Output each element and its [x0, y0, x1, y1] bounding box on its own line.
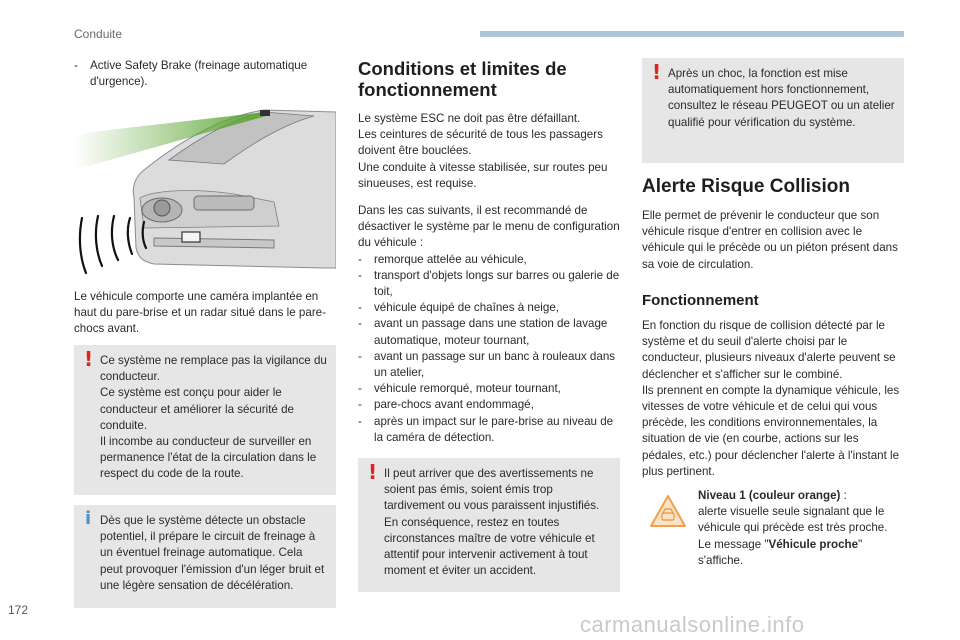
case-item: - véhicule remorqué, moteur tournant, [358, 382, 561, 396]
subsection-heading: Fonctionnement [642, 291, 759, 309]
warning-line: Ce système est conçu pour aider le conducteur et améliorer la sécurité de conduite. [100, 386, 294, 432]
section-heading: Conditions et limites de fonctionnement [358, 58, 567, 100]
section-title: Conduite [74, 27, 123, 41]
column-3 [642, 176, 904, 480]
case-item: - avant un passage sur un banc à rouleaux dans un atelier, [358, 349, 616, 380]
info-box-braking [74, 505, 336, 608]
collision-alert-triangle-icon [648, 493, 688, 529]
level-1-last: s'affiche. [698, 553, 744, 567]
van-camera-radar-illustration [74, 98, 336, 280]
case-item: - remorque attelée au véhicule, [358, 252, 527, 266]
case-text: transport d'objets longs sur barres ou galerie de toit, [374, 268, 620, 299]
bullet-item [74, 58, 336, 90]
bullet-dash: - [74, 59, 78, 72]
warning-box-shock [642, 58, 904, 163]
info-icon: i [85, 508, 92, 529]
case-item: - véhicule équipé de chaînes à neige, [358, 301, 559, 315]
caption-text: Le véhicule comporte une caméra implantée en haut du pare-brise et un radar situé dans le pare-chocs avant. [74, 290, 326, 336]
column-1-caption [74, 289, 336, 338]
warning-text: Il peut arriver que des avertissements ne soient pas émis, soient émis trop tardivement ou vous paraissent injustifiés. En conséquence, restez en toutes circonstances maître de votre véhicule et attentif pour intervenir activement à tout moment et éviter un accident. [384, 467, 600, 578]
column-1-bullet [74, 58, 336, 90]
intro-line: Une conduite à vitesse stabilisée, sur routes peu sinueuses, est requise. [358, 160, 608, 190]
body-paragraph: Ils prennent en compte la dynamique véhicule, les vitesses de votre véhicule et de celui qui vous précède, les conditions environnementales, la situation de vie (en courbe, actions sur les pédales, etc.) pour déclencher l'alerte à l'instant le plus pertinent. [642, 383, 900, 478]
warning-exclamation-icon: ! [84, 347, 94, 371]
section-heading: Alerte Risque Collision [642, 176, 850, 197]
message-prefix: Le message " [698, 537, 769, 551]
watermark: carmanualsonline.info [580, 612, 805, 637]
warning-exclamation-icon: ! [368, 460, 378, 484]
level-1-description [698, 488, 904, 569]
case-text: véhicule équipé de chaînes à neige, [374, 301, 559, 315]
intro-text: Elle permet de prévenir le conducteur que son véhicule risque d'entrer en collision avec le véhicule qui le précède ou un piéton présent dans sa voie de circulation. [642, 209, 898, 271]
intro-line: Le système ESC ne doit pas être défaillant. [358, 112, 581, 125]
case-text: véhicule remorqué, moteur tournant, [374, 382, 561, 396]
level-1-colon: : [840, 489, 847, 502]
bullet-text: Active Safety Brake (freinage automatique d'urgence). [90, 59, 308, 89]
cases-intro: Dans les cas suivants, il est recommandé de désactiver le système par le menu de configuration du véhicule : [358, 204, 620, 250]
case-item: - après un impact sur le pare-brise au niveau de la caméra de détection. [358, 414, 614, 444]
info-text: Dès que le système détecte un obstacle potentiel, il prépare le circuit de freinage à un éventuel freinage automatique. Cela peut provoquer l'émission d'un léger bruit et une légère sensation de décélération. [100, 514, 325, 592]
case-item: - transport d'objets longs sur barres ou galerie de toit, [358, 268, 620, 299]
warning-box-vigilance [74, 345, 336, 495]
case-item: - avant un passage dans une station de lavage automatique, moteur tournant, [358, 317, 608, 347]
case-text: pare-chocs avant endommagé, [374, 398, 534, 412]
case-text: avant un passage dans une station de lavage automatique, moteur tournant, [374, 317, 608, 347]
warning-exclamation-icon: ! [652, 60, 662, 84]
page-number: 172 [8, 603, 29, 617]
case-text: remorque attelée au véhicule, [374, 252, 527, 266]
message-name: Véhicule proche [768, 537, 859, 551]
case-text: avant un passage sur un banc à rouleaux dans un atelier, [374, 349, 616, 380]
column-2 [358, 58, 620, 446]
case-text: après un impact sur le pare-brise au niveau de la caméra de détection. [374, 414, 614, 444]
body-paragraph: En fonction du risque de collision détecté par le système et du seuil d'alerte choisi par le conducteur, plusieurs niveaux d'alerte peuvent se déclencher et s'afficher sur le combiné. [642, 319, 896, 381]
warning-box-alerts [358, 458, 620, 592]
level-1-desc: alerte visuelle seule signalant que le véhicule qui précède est très proche. [698, 505, 888, 535]
warning-line: Ce système ne remplace pas la vigilance du conducteur. [100, 354, 327, 384]
level-1-label: Niveau 1 (couleur orange) [698, 489, 841, 502]
warning-line: Il incombe au conducteur de surveiller en permanence l'état de la circulation dans le respect du code de la route. [100, 435, 317, 481]
message-suffix: " [858, 537, 863, 551]
intro-line: Les ceintures de sécurité de tous les passagers doivent être bouclées. [358, 128, 603, 158]
case-item: - pare-chocs avant endommagé, [358, 398, 534, 412]
warning-text: Après un choc, la fonction est mise automatiquement hors fonctionnement, consultez le réseau PEUGEOT ou un atelier qualifié pour vérification du système. [668, 67, 895, 129]
header-bar [480, 31, 904, 37]
